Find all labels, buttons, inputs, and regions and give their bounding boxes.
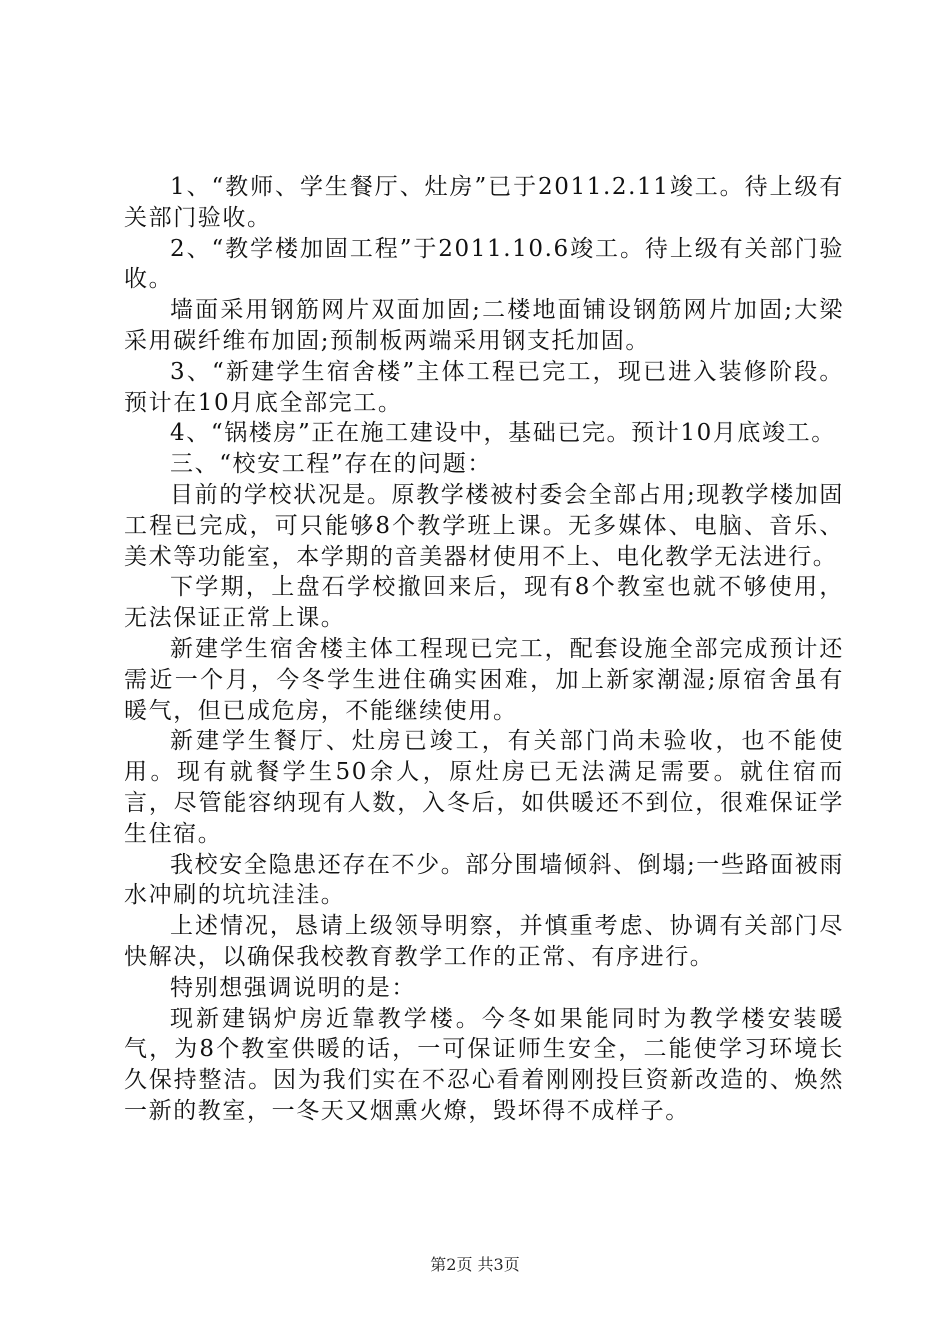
section-heading-problems: 三、“校安工程”存在的问题： [170,451,492,478]
paragraph-3: 墙面采用钢筋网片双面加固;二楼地面铺设钢筋网片加固;大梁采用碳纤维布加固;预制板两端采用钢支托加固。 [124,297,844,354]
paragraph-1: 1、“教师、学生餐厅、灶房”已于2011.2.11竣工。待上级有关部门验收。 [124,174,844,231]
paragraph-2: 2、“教学楼加固工程”于2011.10.6竣工。待上级有关部门验收。 [124,235,844,293]
paragraph-5: 4、“锅楼房”正在施工建设中，基础已完。预计10月底竣工。 [170,420,836,447]
paragraph-7: 目前的学校状况是。原教学楼被村委会全部占用;现教学楼加固工程已完成，可只能够8个教学班上课。无多媒体、电脑、音乐、美术等功能室，本学期的音美器材使用不上、电化教学无法进行。 [124,481,844,570]
paragraph-14: 现新建锅炉房近靠教学楼。今冬如果能同时为教学楼安装暖气，为8个教室供暖的话，一可保证师生安全，二能使学习环境长久保持整洁。因为我们实在不忍心看着刚刚投巨资新改造的、焕然一新的教室，一冬天又烟熏火燎，毁坏得不成样子。 [124,1005,844,1124]
paragraph-9: 新建学生宿舍楼主体工程现已完工，配套设施全部完成预计还需近一个月，今冬学生进住确实困难，加上新家潮湿;原宿舍虽有暖气，但已成危房，不能继续使用。 [124,635,844,724]
document-body [124,172,844,1127]
paragraph-10: 新建学生餐厅、灶房已竣工，有关部门尚未验收，也不能使用。现有就餐学生50余人，原灶房已无法满足需要。就住宿而言，尽管能容纳现有人数，入冬后，如供暖还不到位，很难保证学生住宿。 [124,728,844,847]
paragraph-11: 我校安全隐患还存在不少。部分围墙倾斜、倒塌;一些路面被雨水冲刷的坑坑洼洼。 [124,851,844,909]
page-footer: 第2页 共3页 [430,1255,520,1274]
paragraph-13: 特别想强调说明的是： [170,974,416,1001]
paragraph-8: 下学期，上盘石学校撤回来后，现有8个教室也就不够使用，无法保证正常上课。 [124,574,844,632]
paragraph-12: 上述情况，恳请上级领导明察，并慎重考虑、协调有关部门尽快解决，以确保我校教育教学工作的正常、有序进行。 [124,913,844,970]
paragraph-4: 3、“新建学生宿舍楼”主体工程已完工，现已进入装修阶段。预计在10月底全部完工。 [124,358,844,416]
